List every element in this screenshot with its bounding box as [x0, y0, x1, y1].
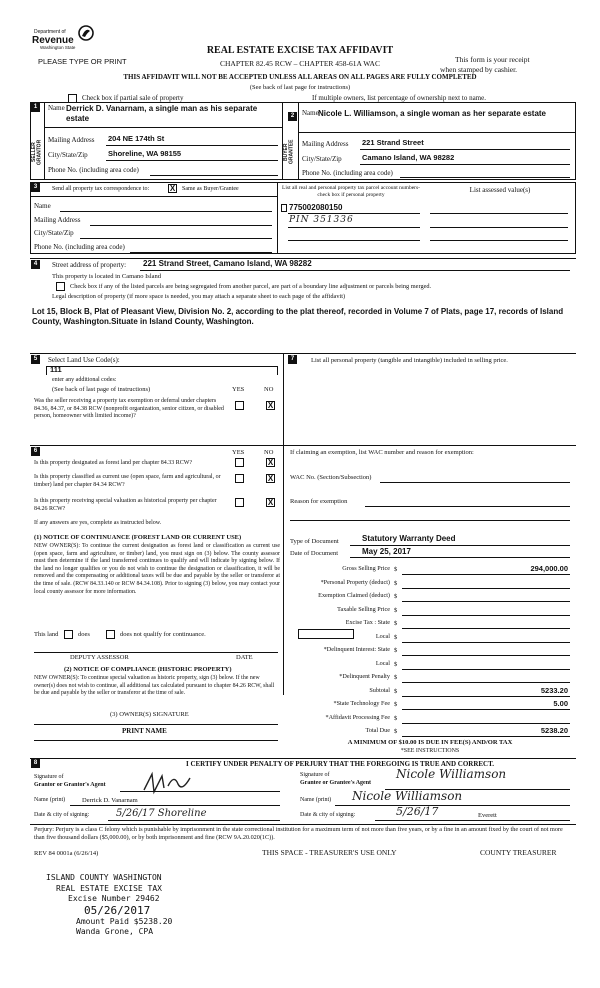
grantor-date-city-field[interactable]: 5/26/17 Shoreline — [116, 808, 207, 819]
fee-row-currency: $ — [394, 687, 398, 695]
yes-header-6: YES — [232, 449, 245, 456]
seller-name-label: Name — [48, 104, 65, 112]
logo-main: Revenue — [32, 35, 74, 46]
does-checkbox[interactable] — [64, 630, 73, 639]
forest-no-checkbox[interactable]: X — [267, 458, 274, 467]
see-back-instructions: (See back of last page of instructions) — [52, 386, 151, 393]
section-6-badge: 6 — [31, 447, 40, 456]
buyer-city-field[interactable]: Camano Island, WA 98282 — [362, 153, 455, 162]
fee-row-value[interactable]: 5.00 — [553, 699, 568, 708]
buyer-name-label: Name — [302, 109, 319, 117]
fee-row-label: Local — [375, 659, 390, 667]
fee-row-label: *State Technology Fee — [333, 700, 390, 707]
notice-continuance-text: NEW OWNER(S): To continue the current designation as forest land or classification as current use (open space, farm and agriculture, or timber) land, you must sign on (3) below. The county assessor must then determine if the land transferred continues to qualify and will indicate by signing below. If the land no longer qualifies or you do not wish to continue the designation or classification, it will be removed and the compensating or additional taxes will be due and payable by the seller or transferor at the time of sale. (RCW 84.33.140 or RCW 84.34.108). Prior to signing (3) below, you may contact your local county assessor for more information. — [34, 543, 280, 595]
does-not-label: does not qualify for continuance. — [120, 631, 206, 638]
grantee-name-label: Name (print) — [300, 797, 332, 803]
does-not-checkbox[interactable] — [106, 630, 115, 639]
no-header-6: NO — [264, 449, 274, 456]
if-any-yes: If any answers are yes, complete as instructed below. — [34, 520, 162, 526]
fee-row-currency: $ — [394, 633, 398, 641]
grantor-date-city-label: Date & city of signing: — [34, 812, 90, 818]
segregated-checkbox[interactable] — [56, 282, 65, 291]
grantor-sig-label-1: Signature of — [34, 774, 64, 780]
current-use-question: Is this property classified as current use (open space, farm and agricultural, or timber) land per chapter 84.34 RCW? — [34, 474, 221, 488]
no-header-5: NO — [264, 386, 274, 393]
fee-row-currency: $ — [394, 714, 398, 722]
section-8-badge: 8 — [31, 759, 40, 768]
historic-yes-checkbox[interactable] — [235, 498, 244, 507]
logo-sub: Washington State — [40, 45, 76, 50]
fee-row-label: Total Due — [365, 727, 390, 734]
stamp-amount: Amount Paid $5238.20 — [76, 916, 173, 926]
exemption-question: Was the seller receiving a property tax exemption or deferral under chapters 84.36, 84.37, or 84.38 RCW (nonprofit organization, senior citizen, or disabled person, homeowner with limited income)? — [34, 398, 224, 419]
section-2-badge: 2 — [288, 112, 297, 121]
fee-row-currency: $ — [394, 566, 398, 573]
personal-property-label: List all personal property (tangible and intangible) included in selling price. — [311, 357, 508, 364]
corr-phone-label: Phone No. (including area code) — [34, 243, 125, 251]
fee-row-currency: $ — [394, 674, 398, 681]
multiple-owners-note: If multiple owners, list percentage of ownership next to name. — [312, 94, 486, 102]
section-7-badge: 7 — [288, 355, 297, 364]
grantor-signature-icon[interactable] — [140, 770, 200, 796]
county-treasurer-label: COUNTY TREASURER — [480, 848, 557, 857]
historic-no-checkbox[interactable]: X — [267, 498, 274, 507]
stamp-excise-number: Excise Number 29462 — [68, 894, 160, 903]
fee-row-label: *Personal Property (deduct) — [320, 578, 390, 586]
dor-logo — [32, 25, 94, 53]
form-title: REAL ESTATE EXCISE TAX AFFIDAVIT — [206, 45, 394, 56]
reason-label: Reason for exemption — [290, 498, 348, 505]
grantor-name-label: Name (print) — [34, 797, 66, 803]
notice-compliance-text: NEW OWNER(S): To continue special valuation as historic property, sign (3) below. If the new owner(s) does not wish to continue, all additional tax calculated pursuant to chapter 84.26 RCW, shall be due and payable by the seller or transferor at the time of sale. — [34, 675, 275, 697]
personal-property-checkbox-1[interactable] — [281, 204, 287, 212]
exemption-no-checkbox[interactable]: X — [267, 401, 274, 410]
partial-sale-label: Check box if partial sale of property — [82, 94, 184, 102]
grantee-city-field[interactable]: Everett — [478, 812, 497, 819]
grantee-name-field[interactable]: Nicole Williamson — [352, 789, 463, 803]
print-name-label: PRINT NAME — [122, 727, 167, 735]
treasurer-stamp — [46, 873, 172, 938]
this-land-label: This land — [34, 631, 59, 638]
buyer-name-field[interactable]: Nicole L. Williamson, a single woman as her separate estate — [318, 109, 547, 118]
assessed-header: List assessed value(s) — [469, 186, 531, 194]
current-use-yes-checkbox[interactable] — [235, 474, 244, 483]
stamp-county: ISLAND COUNTY WASHINGTON — [46, 873, 162, 882]
corr-mailing-label: Mailing Address — [34, 216, 81, 224]
historic-question: Is this property receiving special valuation as historical property per chapter 84.26 RCW? — [34, 498, 217, 512]
perjury-notice: Perjury: Perjury is a class C felony which is punishable by imprisonment in the state correctional institution for a maximum term of not more than five years, or by a fine in an amount fixed by the court of not more than five thousand dollars ($5,000.00), or by both imprisonment and fine (RCW 9A.20.020(1C)). — [34, 826, 563, 841]
land-use-label: Select Land Use Code(s): — [48, 356, 120, 364]
deputy-date-label: DATE — [236, 654, 253, 661]
fee-row-label: Subtotal — [369, 686, 390, 694]
fee-row-label: Exemption Claimed (deduct) — [318, 592, 390, 599]
stamp-note-2: when stamped by cashier. — [440, 65, 518, 74]
buyer-city-label: City/State/Zip — [302, 155, 342, 163]
fee-row-label: Taxable Selling Price — [337, 605, 390, 613]
claim-exemption-label: If claiming an exemption, list WAC number and reason for exemption: — [290, 449, 474, 456]
fee-row-label: *Affidavit Processing Fee — [325, 713, 390, 721]
located-in: This property is located in Camano Island — [52, 273, 162, 280]
section-1-badge: 1 — [31, 103, 40, 112]
seller-phone-label: Phone No. (including area code) — [48, 166, 139, 174]
notice-continuance-title: (1) NOTICE OF CONTINUANCE (FOREST LAND OR CURRENT USE) — [34, 534, 242, 541]
fee-row-currency: $ — [394, 620, 398, 627]
rev-number: REV 84 0001a (6/26/14) — [34, 850, 99, 857]
seller-side-label: SELLER GRANTOR — [31, 139, 43, 165]
seller-mailing-field[interactable]: 204 NE 174th St — [108, 134, 165, 143]
stamp-note-1: This form is your receipt — [455, 55, 530, 64]
parcel-number-1[interactable]: 775002080150 — [289, 203, 343, 212]
fee-row-currency: $ — [394, 647, 398, 654]
fee-row-value[interactable]: 5233.20 — [540, 685, 568, 695]
logo-top: Department of — [34, 29, 66, 35]
grantor-name-field[interactable]: Derrick D. Vanarnam — [82, 797, 138, 804]
see-back-note: (See back of last page for instructions) — [249, 84, 351, 91]
stamp-excise: REAL ESTATE EXCISE TAX — [56, 883, 162, 893]
buyer-phone-label: Phone No. (including area code) — [302, 169, 393, 177]
corr-name-label: Name — [34, 202, 51, 210]
grantee-date-city-label: Date & city of signing: — [300, 812, 356, 818]
fee-row-currency: $ — [394, 701, 398, 708]
forest-land-question: Is this property designated as forest land per chapter 84.33 RCW? — [34, 460, 193, 466]
buyer-side-label: BUYER GRANTEE — [283, 139, 295, 165]
stamp-date: 05/26/2017 — [84, 903, 151, 917]
chapter-ref: CHAPTER 82.45 RCW – CHAPTER 458-61A WAC — [220, 59, 380, 68]
same-as-buyer-label: Same as Buyer/Grantee — [182, 186, 239, 192]
forest-yes-checkbox[interactable] — [235, 458, 244, 467]
doc-date-label: Date of Document — [290, 550, 339, 557]
parcel-number-2[interactable]: PIN 351336 — [289, 215, 354, 225]
minimum-due: A MINIMUM OF $10.00 IS DUE IN FEE(S) AND/OR TAX — [347, 739, 513, 746]
does-label: does — [78, 631, 90, 638]
fee-row-label: Local — [375, 632, 390, 640]
fee-row-label: *Delinquent Interest: State — [323, 646, 390, 653]
fee-row-label: *Delinquent Penalty — [339, 673, 390, 680]
grantee-signature-field[interactable]: Nicole Williamson — [396, 767, 507, 781]
street-address-field[interactable]: 221 Strand Street, Camano Island, WA 98282 — [143, 259, 312, 268]
legal-desc-label: Legal description of property (if more space is needed, you may attach a separate sheet to each page of the affidavit) — [52, 293, 346, 300]
treasurer-use-only: THIS SPACE - TREASURER'S USE ONLY — [262, 848, 397, 857]
segregated-label: Check box if any of the listed parcels are being segregated from another parcel, are part of a boundary line adjustment or parcels being merged. — [70, 283, 432, 290]
buyer-mailing-field[interactable]: 221 Strand Street — [362, 138, 424, 147]
seller-name-field[interactable]: Derrick D. Vanarnam, a single man as his separate estate — [66, 104, 258, 123]
section-3-badge: 3 — [31, 183, 40, 192]
certify-statement: I CERTIFY UNDER PENALTY OF PERJURY THAT THE FOREGOING IS TRUE AND CORRECT. — [185, 760, 494, 768]
local-rate-box[interactable] — [298, 629, 354, 639]
street-address-label: Street address of property: — [52, 261, 127, 269]
doc-type-label: Type of Document — [290, 538, 339, 545]
wac-label: WAC No. (Section/Subsection) — [290, 474, 372, 481]
stamp-signer: Wanda Grone, CPA — [76, 927, 154, 936]
legal-description-field[interactable]: Lot 15, Block B, Plat of Pleasant View, Division No. 2, according to the plat thereof, recorded in Volume 7 of Plats, page 17, records of Island County, Washington.Situate in Island County, Washington. — [32, 307, 564, 326]
fee-row-currency: $ — [394, 579, 398, 587]
yes-header-5: YES — [232, 386, 245, 393]
grantor-sig-label-2: Grantor or Grantor's Agent — [34, 782, 106, 788]
send-correspondence-label: Send all property tax correspondence to: — [52, 186, 150, 192]
notice-compliance-title: (2) NOTICE OF COMPLIANCE (HISTORIC PROPERTY) — [64, 666, 232, 673]
fee-row-currency: $ — [394, 593, 398, 600]
grantee-date-field[interactable]: 5/26/17 — [396, 805, 439, 818]
same-as-buyer-checkbox[interactable]: X — [169, 184, 176, 193]
current-use-no-checkbox[interactable]: X — [267, 474, 274, 483]
fee-row-value[interactable]: 294,000.00 — [530, 564, 568, 573]
seller-city-field[interactable]: Shoreline, WA 98155 — [108, 149, 182, 158]
fee-row-label: Gross Selling Price — [342, 565, 390, 572]
seller-city-label: City/State/Zip — [48, 151, 88, 159]
fee-row-currency: $ — [394, 728, 398, 735]
fee-row-value[interactable]: 5238.20 — [540, 726, 568, 735]
doc-type-field[interactable]: Statutory Warranty Deed — [362, 534, 456, 543]
please-type: PLEASE TYPE OR PRINT — [38, 57, 127, 66]
doc-date-field[interactable]: May 25, 2017 — [362, 547, 411, 556]
parcel-header: List all real and personal property tax parcel account numbers-check box if personal property — [282, 185, 420, 198]
grantee-sig-label-1: Signature of — [300, 772, 330, 778]
buyer-mailing-label: Mailing Address — [302, 140, 349, 148]
deputy-assessor-label: DEPUTY ASSESSOR — [70, 654, 129, 661]
exemption-yes-checkbox[interactable] — [235, 401, 244, 410]
warning-text: THIS AFFIDAVIT WILL NOT BE ACCEPTED UNLESS ALL AREAS ON ALL PAGES ARE FULLY COMPLETED — [123, 73, 477, 81]
seller-mailing-label: Mailing Address — [48, 136, 95, 144]
see-instructions: *SEE INSTRUCTIONS — [400, 748, 460, 754]
land-use-code-field[interactable]: 111 — [50, 365, 62, 374]
owner-signature-label: (3) OWNER(S) SIGNATURE — [110, 711, 189, 718]
corr-city-label: City/State/Zip — [34, 229, 74, 237]
grantee-sig-label-2: Grantee or Grantee's Agent — [300, 780, 372, 786]
revenue-logo-icon — [78, 25, 94, 41]
fee-row-currency: $ — [394, 660, 398, 668]
fee-row-label: Excise Tax : State — [345, 619, 390, 626]
fee-row-currency: $ — [394, 606, 398, 614]
section-5-badge: 5 — [31, 355, 40, 364]
enter-additional-codes: enter any additional codes: — [52, 377, 117, 383]
section-4-badge: 4 — [31, 260, 40, 269]
